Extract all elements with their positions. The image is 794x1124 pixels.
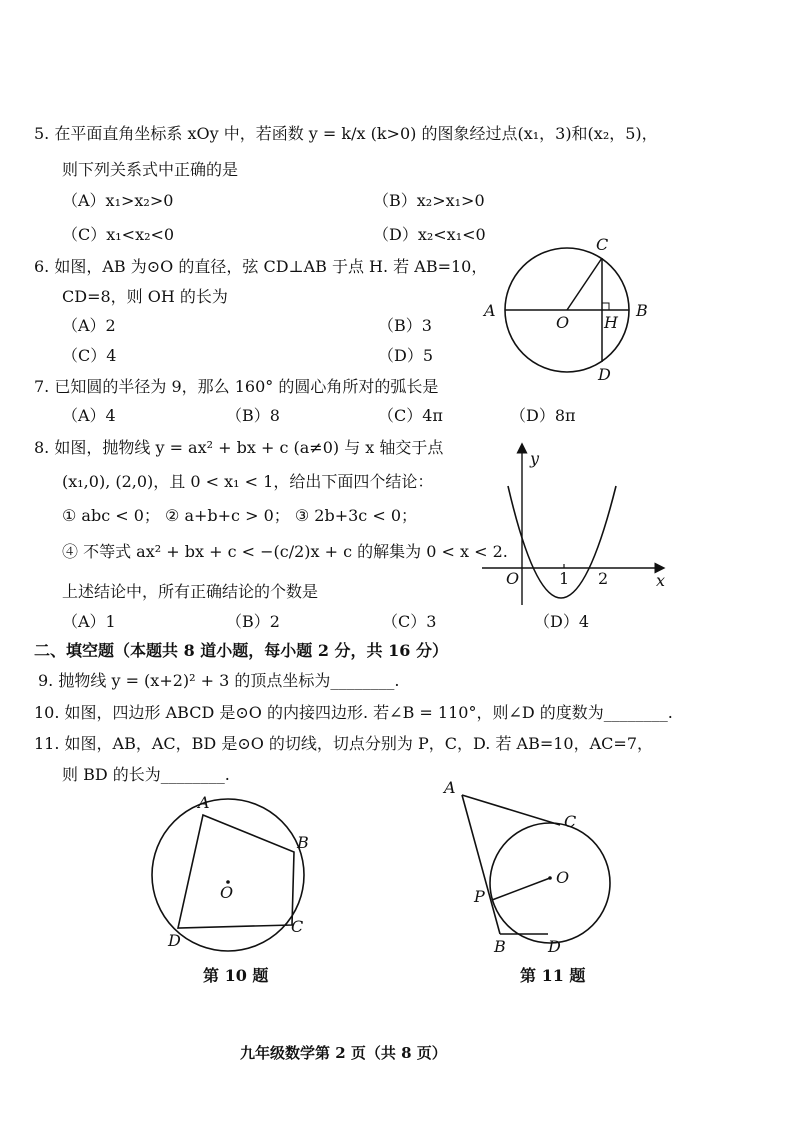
q6-label-d: D [598, 365, 611, 384]
q7-option-d: （D）8π [510, 406, 576, 425]
q11-label-c: C [564, 812, 577, 831]
q11-label-p: P [474, 887, 485, 906]
q11-line1: 11. 如图，AB，AC，BD 是⊙O 的切线，切点分别为 P，C，D. 若 AB=10，AC=7， [34, 734, 653, 753]
q5-option-c: （C）x₁<x₂<0 [62, 225, 175, 244]
q11-tangent-ac [462, 795, 560, 825]
q8-parabola-figure [478, 440, 678, 615]
q8-line4: ④ 不等式 ax² + bx + c < −(c/2)x + c 的解集为 0 < x < 2. [62, 542, 508, 561]
q11-tangent-ab [462, 795, 500, 934]
q10-quadrilateral [178, 815, 294, 928]
q5-option-b: （B）x₂>x₁>0 [373, 191, 485, 210]
q8-line5: 上述结论中，所有正确结论的个数是 [62, 582, 319, 601]
q5-line2: 则下列关系式中正确的是 [62, 160, 239, 179]
q6-label-c: C [596, 235, 609, 254]
q8-label-o: O [506, 569, 520, 588]
q8-option-b: （B）2 [226, 612, 280, 631]
q7-option-c: （C）4π [378, 406, 443, 425]
q8-option-a: （A）1 [62, 612, 116, 631]
q6-label-b: B [636, 301, 648, 320]
q5-option-d: （D）x₂<x₁<0 [373, 225, 486, 244]
q6-option-b: （B）3 [378, 316, 432, 335]
q6-option-d: （D）5 [378, 346, 434, 365]
q8-option-c: （C）3 [382, 612, 437, 631]
q6-label-h: H [604, 313, 618, 332]
q11-tangent-figure [440, 775, 620, 960]
q11-label-o: O [556, 868, 570, 887]
q10-label-b: B [297, 833, 309, 852]
q6-right-angle-mark [602, 303, 609, 310]
q10-text: 10. 如图，四边形 ABCD 是⊙O 的内接四边形. 若∠B = 110°，则∠D 的度数为________. [34, 703, 673, 722]
q11-center-dot [548, 876, 552, 880]
q8-label-2: 2 [598, 569, 609, 588]
q10-label-d: D [168, 931, 181, 950]
q6-option-a: （A）2 [62, 316, 116, 335]
q8-line3: ① abc < 0； ② a+b+c > 0； ③ 2b+3c < 0； [62, 506, 418, 525]
q11-label-d: D [548, 937, 561, 956]
q7-line1: 7. 已知圆的半径为 9，那么 160° 的圆心角所对的弧长是 [34, 377, 439, 396]
q11-caption: 第 11 题 [520, 966, 586, 985]
q11-line2: 则 BD 的长为________. [62, 765, 230, 784]
q7-option-a: （A）4 [62, 406, 116, 425]
q5-line1: 5. 在平面直角坐标系 xOy 中，若函数 y = k/x (k>0) 的图象经过点(x₁，3)和(x₂，5)， [34, 124, 658, 143]
q6-option-c: （C）4 [62, 346, 117, 365]
q8-line1: 8. 如图，抛物线 y = ax² + bx + c (a≠0) 与 x 轴交于点 [34, 438, 444, 457]
q6-radius-oc [567, 258, 602, 310]
q8-label-y: y [530, 449, 540, 468]
q10-circle [152, 799, 304, 951]
q8-option-d: （D）4 [534, 612, 590, 631]
q8-label-1: 1 [559, 569, 570, 588]
q9-text: 9. 抛物线 y = (x+2)² + 3 的顶点坐标为________. [38, 671, 400, 690]
q5-option-a: （A）x₁>x₂>0 [62, 191, 174, 210]
page-footer: 九年级数学第 2 页（共 8 页） [240, 1044, 447, 1062]
q10-label-a: A [198, 793, 210, 812]
q6-line2: CD=8，则 OH 的长为 [62, 287, 228, 306]
section-2-title: 二、填空题（本题共 8 道小题，每小题 2 分，共 16 分） [34, 641, 448, 660]
q8-line2: (x₁,0), (2,0)，且 0 < x₁ < 1，给出下面四个结论： [62, 472, 434, 491]
q11-radius-op [492, 878, 550, 900]
q10-caption: 第 10 题 [203, 966, 269, 985]
q11-label-b: B [494, 937, 506, 956]
q10-label-c: C [291, 917, 304, 936]
q10-inscribed-quadrilateral-figure [145, 790, 320, 955]
q6-line1: 6. 如图，AB 为⊙O 的直径，弦 CD⊥AB 于点 H. 若 AB=10， [34, 257, 488, 276]
q10-label-o: O [220, 883, 234, 902]
q11-label-a: A [444, 778, 456, 797]
q6-circle-figure [480, 232, 660, 392]
q8-label-x: x [656, 571, 666, 590]
q7-option-b: （B）8 [226, 406, 280, 425]
q11-circle [490, 823, 610, 943]
q6-label-a: A [484, 301, 496, 320]
q6-label-o: O [556, 313, 570, 332]
